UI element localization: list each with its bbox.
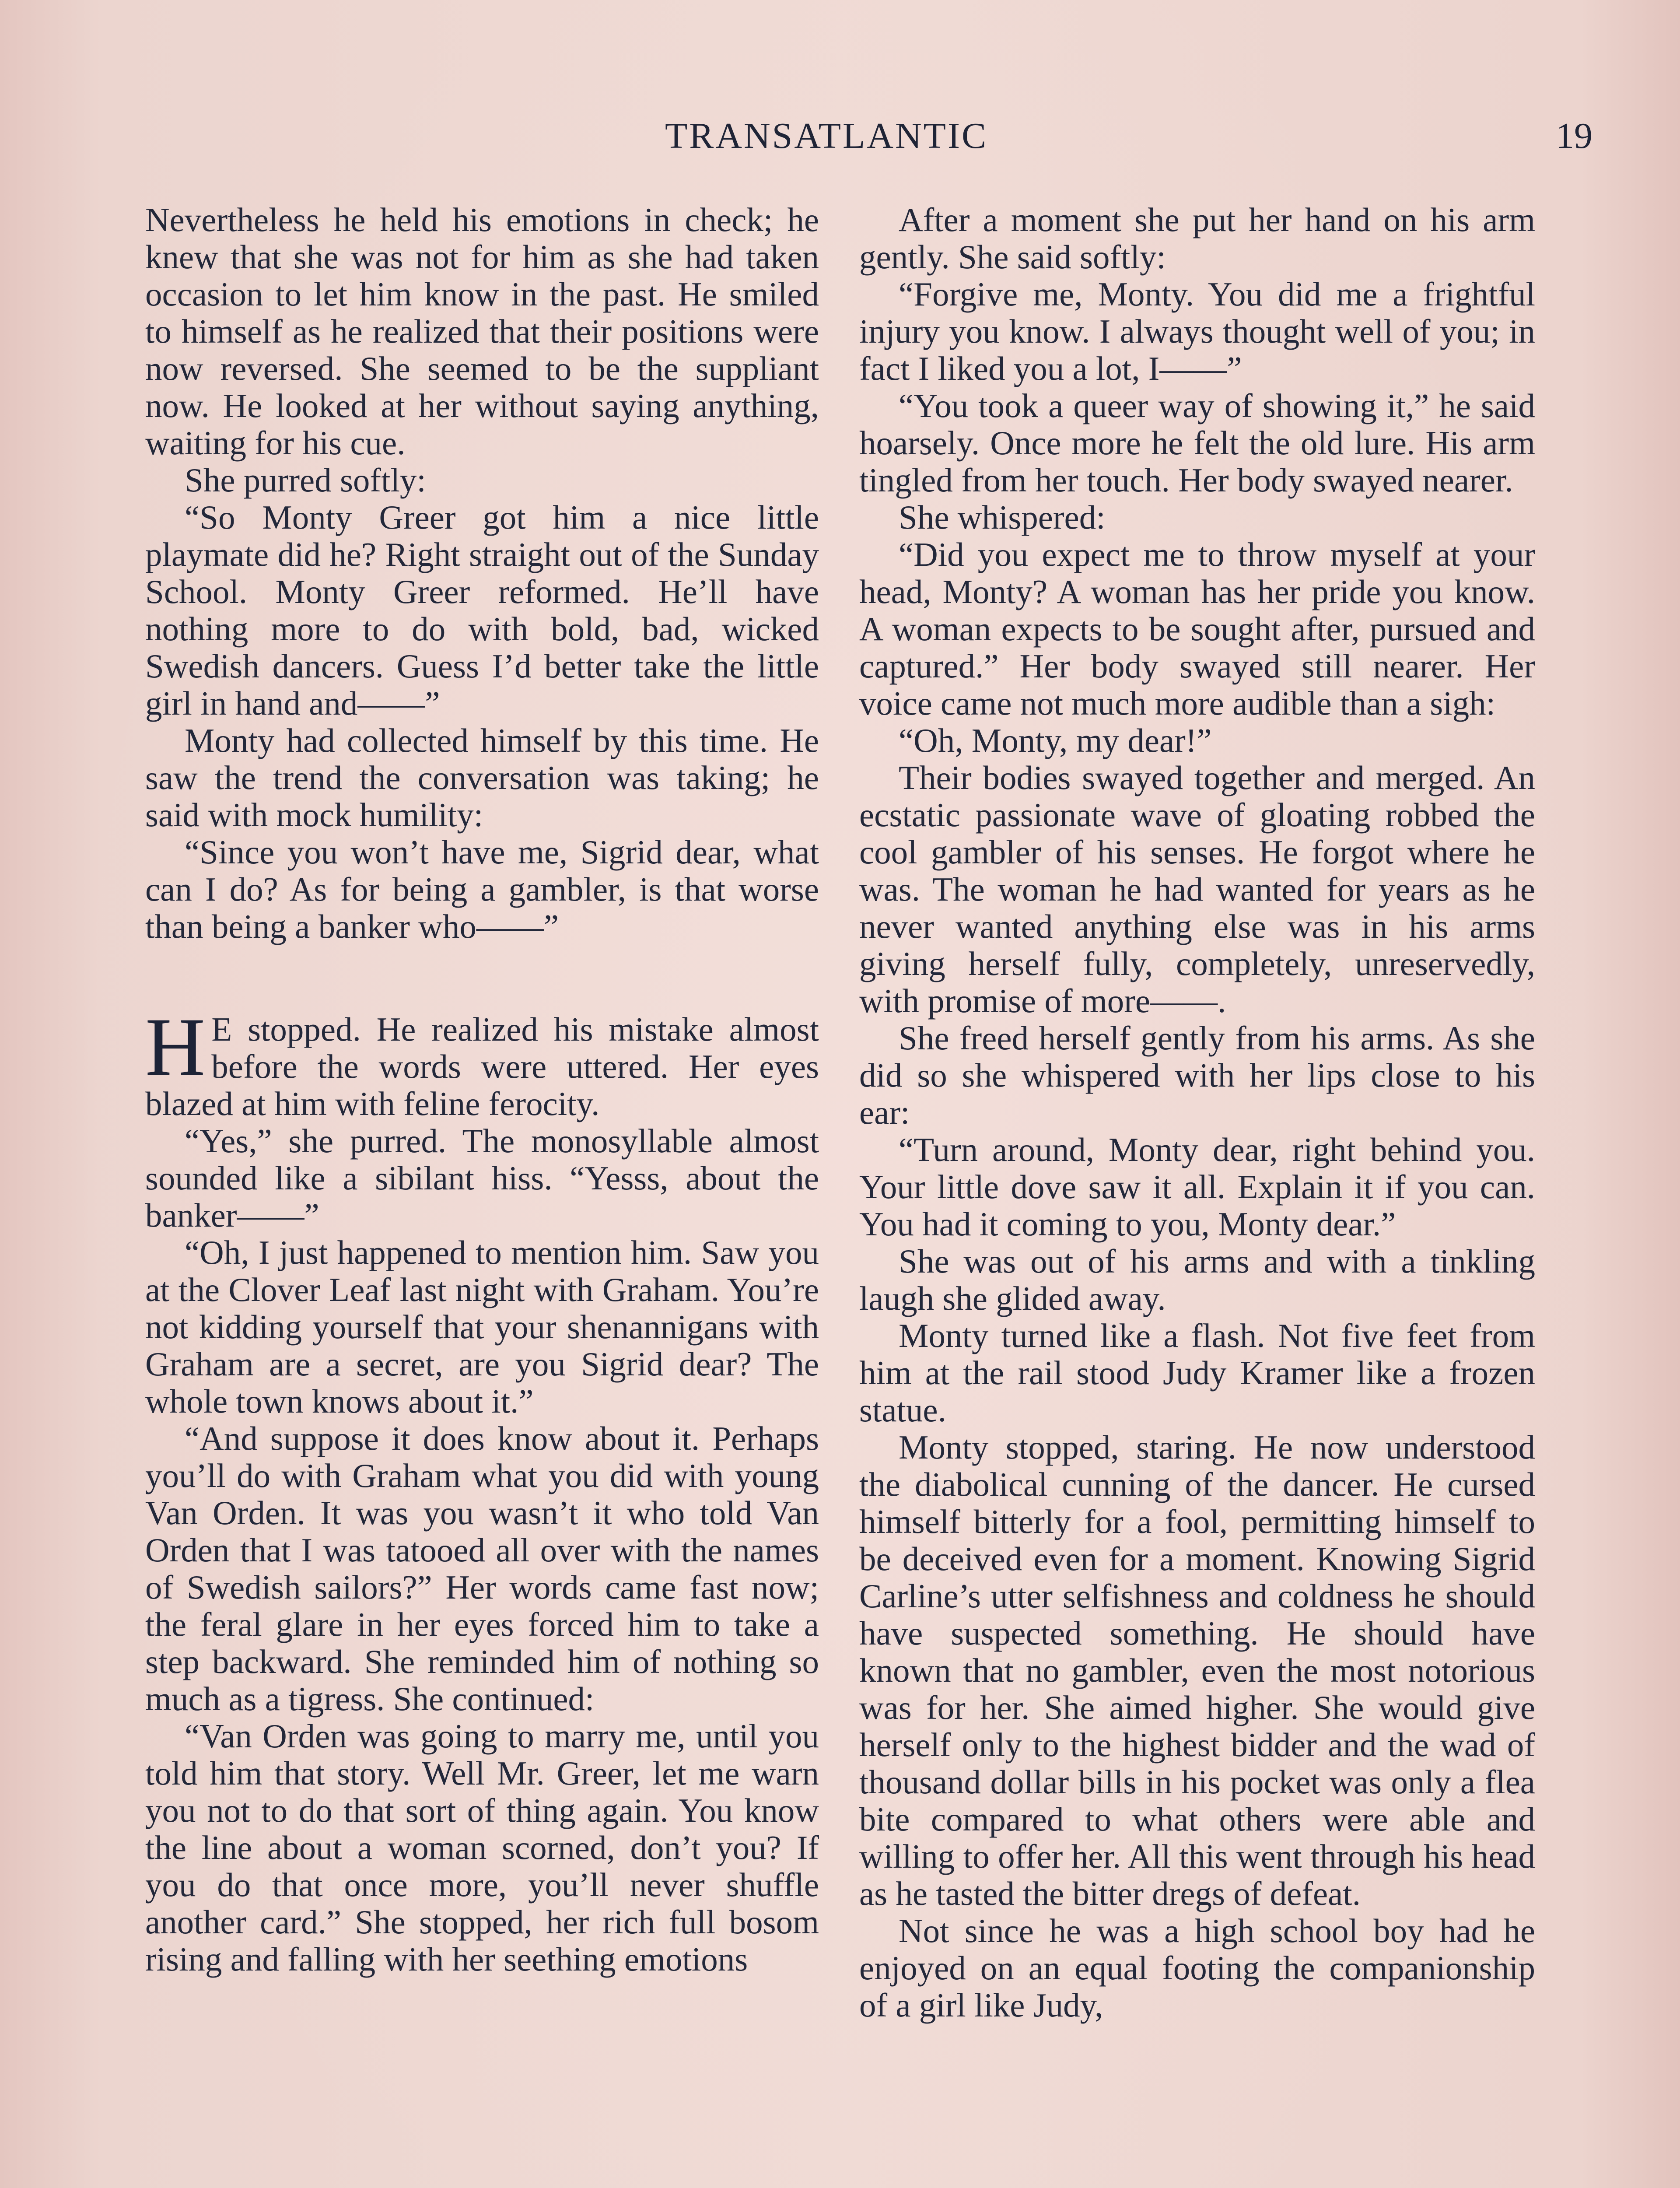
left-column — [145, 201, 819, 1978]
paragraph: “Oh, Monty, my dear!” — [899, 722, 1212, 759]
paragraph: “Oh, I just happened to mention him. Saw you at the Clover Leaf last night with Graham. You’re not kidding yourself that your shenannigans with Graham are a secret, are you Sigrid dear? The whole town knows about it.” — [145, 1234, 819, 1420]
paragraph: Not since he was a high school boy had he enjoyed on an equal footing the companionship of a girl like Judy, — [859, 1912, 1535, 2024]
paragraph: “Since you won’t have me, Sigrid dear, what can I do? As for being a gambler, is that worse than being a banker who——” — [145, 833, 819, 945]
paragraph: “Forgive me, Monty. You did me a frightful injury you know. I always thought well of you; in fact I liked you a lot, I——” — [859, 275, 1535, 387]
right-column — [859, 201, 1535, 2024]
running-title: TRANSATLANTIC — [665, 116, 988, 156]
paragraph: “Van Orden was going to marry me, until you told him that story. Well Mr. Greer, let me warn you not to do that sort of thing again. You know the line about a woman scorned, don’t you? If you do that once more, you’ll never shuffle another card.” She stopped, her rich full bosom rising and falling with her seething emotions — [145, 1717, 819, 1978]
paragraph: She whispered: — [899, 498, 1106, 536]
paragraph: “Did you expect me to throw myself at your head, Monty? A woman has her pride you know. A woman expects to be sought after, pursued and captured.” Her body swayed still nearer. Her voice came not much more audible than a sigh: — [859, 536, 1535, 722]
paragraph: She freed herself gently from his arms. As she did so she whispered with her lips close to his ear: — [859, 1019, 1535, 1131]
paragraph: Monty had collected himself by this time. He saw the trend the conversation was taking; he said with mock humility: — [145, 722, 819, 834]
paragraph: Monty turned like a flash. Not five feet from him at the rail stood Judy Kramer like a frozen statue. — [859, 1317, 1535, 1429]
paragraph: Nevertheless he held his emotions in check; he knew that she was not for him as she had taken occasion to let him know in the past. He smiled to himself as he realized that their positions were now reversed. She seemed to be the suppliant now. He looked at her without saying anything, waiting for his cue. — [145, 201, 819, 462]
paragraph: “And suppose it does know about it. Perhaps you’ll do with Graham what you did with young Van Orden. It was you wasn’t it who told Van Orden that I was tatooed all over with the names of Swedish sailors?” Her words came fast now; the feral glare in her eyes forced him to take a step backward. She reminded him of nothing so much as a tigress. She continued: — [145, 1420, 819, 1718]
page-number: 19 — [1556, 116, 1592, 156]
paragraph: “Turn around, Monty dear, right behind you. Your little dove saw it all. Explain it if you can. You had it coming to you, Monty dear.” — [859, 1131, 1535, 1243]
paragraph: “You took a queer way of showing it,” he said hoarsely. Once more he felt the old lure. His arm tingled from her touch. Her body swayed nearer. — [859, 387, 1535, 499]
dropcap-paragraph — [145, 1001, 819, 1122]
paragraph: She purred softly: — [185, 461, 426, 499]
dropcap-letter: H — [145, 1001, 206, 1093]
paragraph: Monty stopped, staring. He now understood the diabolical cunning of the dancer. He cursed himself bitterly for a fool, permitting himself to be deceived even for a moment. Knowing Sigrid Carline’s utter selfishness and coldness he should have suspected something. He should have known that no gambler, even the most notorious was for her. She aimed higher. She would give herself only to the highest bidder and the wad of thousand dollar bills in his pocket was only a flea bite compared to what others were able and willing to offer her. All this went through his head as he tasted the bitter dregs of defeat. — [859, 1428, 1535, 1912]
paragraph: She was out of his arms and with a tinkling laugh she glided away. — [859, 1242, 1535, 1317]
dropcap-text: E stopped. He realized his mistake almost before the words were uttered. Her eyes blazed at him with feline ferocity. — [145, 1010, 819, 1122]
paragraph: Their bodies swayed together and merged. An ecstatic passionate wave of gloating robbed the cool gambler of his senses. He forgot where he was. The woman he had wanted for years as he never wanted anything else was in his arms giving herself fully, completely, unreservedly, with promise of more——. — [859, 759, 1535, 1020]
paragraph: “So Monty Greer got him a nice little playmate did he? Right straight out of the Sunday School. Monty Greer reformed. He’ll have nothing more to do with bold, bad, wicked Swedish dancers. Guess I’d better take the little girl in hand and——” — [145, 498, 819, 722]
paragraph: After a moment she put her hand on his arm gently. She said softly: — [859, 201, 1535, 276]
paragraph: “Yes,” she purred. The monosyllable almost sounded like a sibilant hiss. “Yesss, about the banker——” — [145, 1122, 819, 1234]
